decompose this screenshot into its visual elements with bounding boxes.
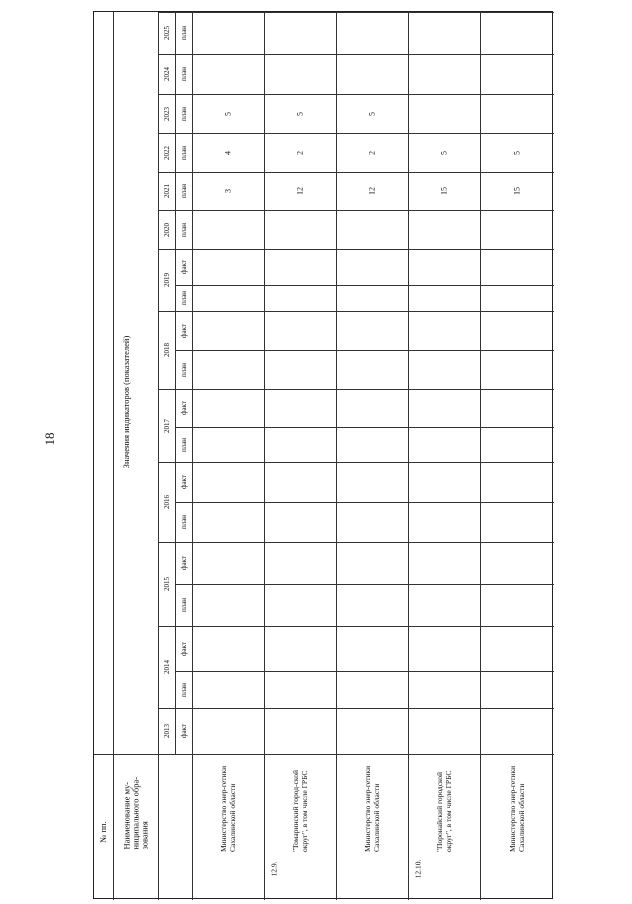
plan-fact-divider [175,350,554,351]
year-divider [158,542,554,543]
column-divider [192,12,193,900]
value-2022: 5 [439,150,449,155]
plan-fact-divider [175,502,554,503]
year-label: 2024 [162,67,171,81]
number-column-header: № пп. [98,821,108,843]
year-divider [158,389,554,390]
year-divider [158,462,554,463]
year-label: 2021 [162,184,171,198]
year-divider [158,54,554,55]
value-2021: 12 [367,187,377,195]
fact-label: факт [179,555,188,571]
value-2022: 4 [223,150,233,155]
year-label: 2017 [162,418,171,433]
plan-fact-divider [175,584,554,585]
year-divider [158,311,554,312]
indicators-table [93,11,553,899]
year-divider [158,708,554,709]
column-divider [113,12,114,900]
year-divider [158,12,554,13]
value-2021: 3 [223,189,233,193]
fact-label: факт [179,641,188,656]
plan-label: план [179,25,188,41]
value-2021: 15 [439,187,449,195]
value-2022: 2 [367,150,377,155]
year-label: 2016 [162,495,171,509]
row-name: Министерство энер-гетики Сахалинской области [219,765,237,852]
plan-fact-divider [175,285,554,286]
plan-label: план [179,222,188,237]
fact-label: факт [179,323,188,338]
row-name: "Поронайский городской округ", в том числе ГРБС [435,770,453,852]
year-divider [158,754,554,755]
value-2023: 5 [223,111,233,116]
year-divider [158,133,554,134]
value-2022: 5 [512,150,522,155]
year-label: 2025 [162,26,171,40]
year-label: 2020 [162,222,171,237]
column-divider [158,12,159,900]
row-name: Министерство энер-гетики Сахалинской области [363,765,381,852]
plan-fact-divider [175,427,554,428]
row-name: Министерство энер-гетики Сахалинской области [508,765,526,852]
year-label: 2023 [162,106,171,121]
plan-label: план [179,66,188,82]
year-label: 2019 [162,273,171,287]
plan-label: план [179,183,188,199]
year-divider [158,94,554,95]
value-2022: 2 [295,150,305,155]
value-2021: 12 [295,187,305,195]
plan-label: план [179,597,188,613]
value-2023: 5 [295,111,305,116]
year-divider [158,249,554,250]
row-name: "Томаринский город-ской округ", в том числе ГРБС [291,770,309,852]
year-label: 2014 [162,660,171,674]
year-label: 2018 [162,343,171,357]
year-divider [158,210,554,211]
column-divider [408,12,409,900]
year-label: 2015 [162,577,171,591]
year-label: 2013 [162,724,171,738]
plan-label: план [179,682,188,697]
values-header: Значения индикаторов (показателей) [121,335,131,469]
plan-fact-divider [175,671,554,672]
plan-label: план [179,145,188,160]
year-divider [158,172,554,173]
header-divider [94,754,113,755]
plan-label: план [179,514,188,530]
column-divider [480,12,481,900]
year-label: 2022 [162,145,171,160]
header-divider [175,12,176,754]
plan-label: план [179,106,188,121]
year-divider [158,626,554,627]
plan-label: план [179,437,188,452]
page-number: 18 [42,432,57,446]
fact-label: факт [179,474,188,490]
fact-label: факт [179,259,188,275]
plan-label: план [179,290,188,306]
value-2023: 5 [367,111,377,116]
name-column-header: Наименование му-ниципального обра-зования [121,776,150,850]
column-divider [336,12,337,900]
row-number: 12.9. [269,861,278,877]
plan-label: план [179,362,188,377]
column-divider [264,12,265,900]
value-2021: 15 [512,187,522,195]
fact-label: факт [179,400,188,416]
row-number: 12.10. [413,859,422,879]
fact-label: факт [179,723,188,739]
